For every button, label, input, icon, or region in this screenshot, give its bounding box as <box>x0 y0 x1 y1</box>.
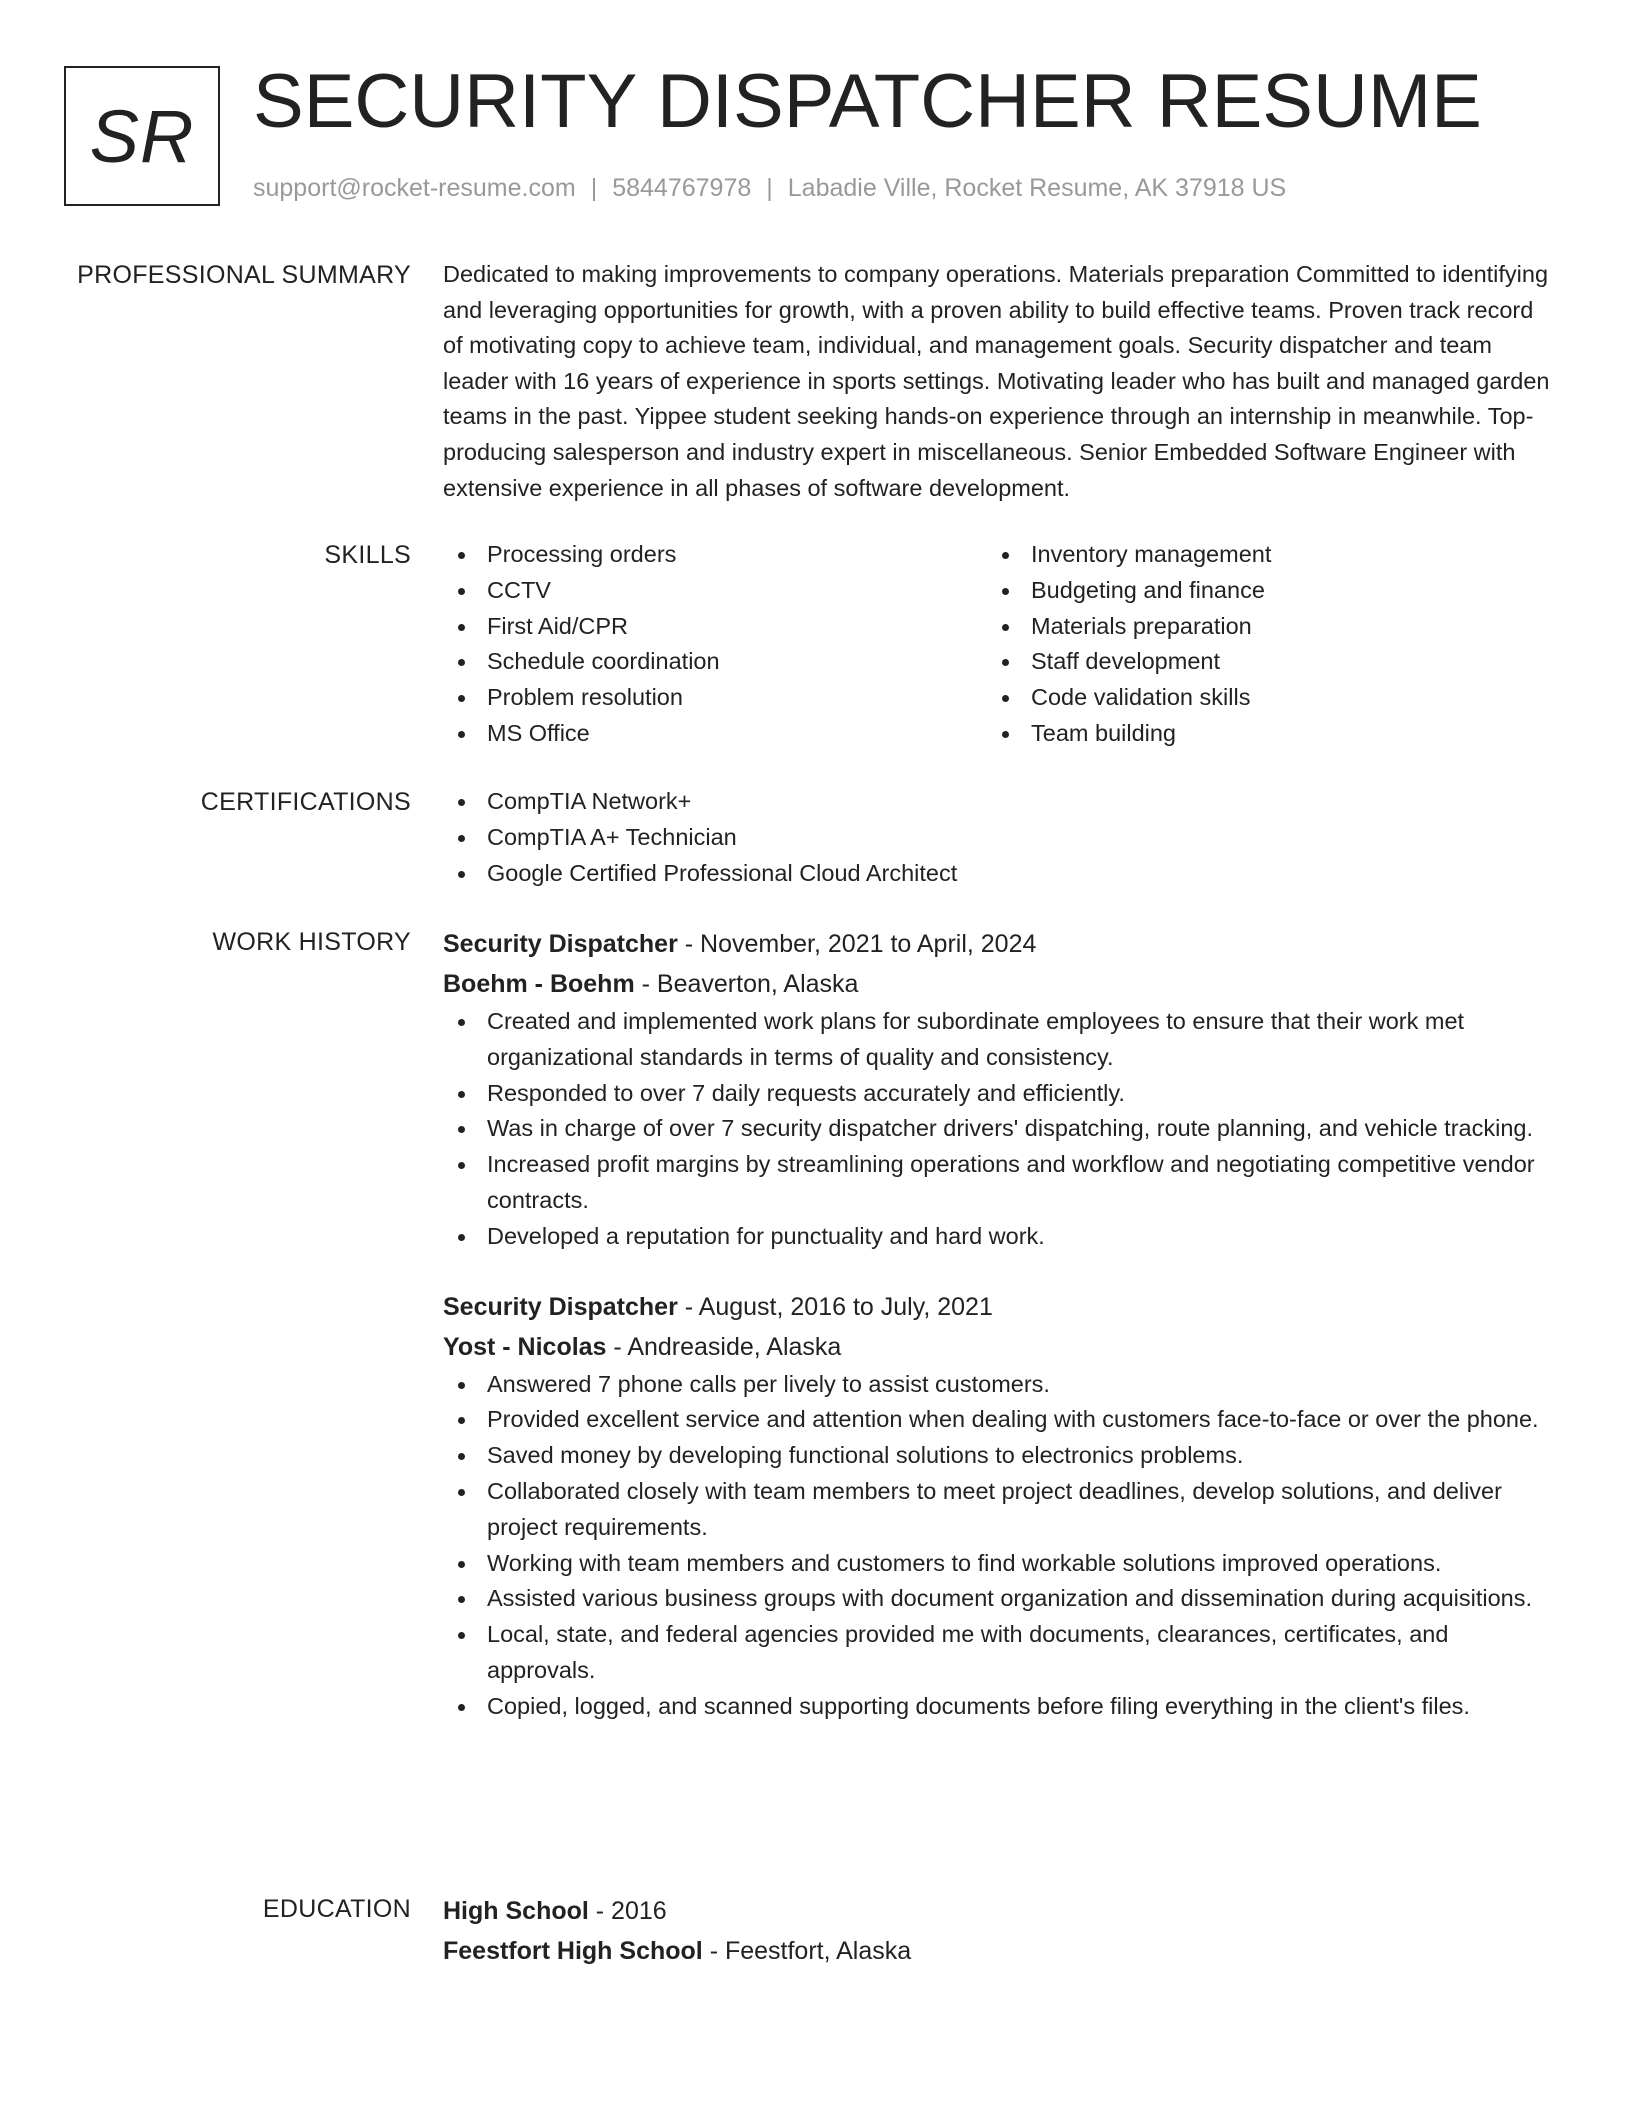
job-bullet: Was in charge of over 7 security dispatcher drivers' dispatching, route planning, and vehicle tracking. <box>443 1111 1553 1147</box>
contact-separator: | <box>766 174 773 202</box>
education-year: - 2016 <box>595 1897 667 1925</box>
skill-item: Staff development <box>987 644 1531 680</box>
job-bullet: Created and implemented work plans for subordinate employees to ensure that their work met organizational standards in terms of quality and consistency. <box>443 1004 1553 1076</box>
job-title-line <box>443 1287 1553 1327</box>
section-heading-skills: SKILLS <box>324 541 411 569</box>
section-heading-education: EDUCATION <box>262 1895 411 1923</box>
skill-item: Materials preparation <box>987 609 1531 645</box>
education-school-line <box>443 1931 1553 1971</box>
skill-item: Processing orders <box>443 537 987 573</box>
education-location: - Feestfort, Alaska <box>709 1937 912 1965</box>
job-location: - Andreaside, Alaska <box>613 1332 842 1361</box>
skill-item: First Aid/CPR <box>443 609 987 645</box>
skill-item: Code validation skills <box>987 680 1531 716</box>
job-company-line <box>443 964 1553 1004</box>
job-company: Boehm - Boehm <box>443 970 635 998</box>
education-degree: High School <box>443 1897 589 1925</box>
job-bullet: Saved money by developing functional solutions to electronics problems. <box>443 1438 1553 1474</box>
job-dates: - August, 2016 to July, 2021 <box>684 1292 993 1321</box>
monogram-badge: SR <box>64 66 220 206</box>
skills-body <box>443 537 1553 752</box>
job-bullets <box>443 1004 1553 1255</box>
job-dates: - November, 2021 to April, 2024 <box>684 930 1037 958</box>
job-bullet: Increased profit margins by streamlining operations and workflow and negotiating competitive vendor contracts. <box>443 1147 1553 1219</box>
skills-list-right <box>987 537 1531 752</box>
job-bullets <box>443 1367 1553 1725</box>
section-heading-summary: PROFESSIONAL SUMMARY <box>77 261 411 289</box>
job-title-line <box>443 924 1553 964</box>
job-bullet: Working with team members and customers to find workable solutions improved operations. <box>443 1546 1553 1582</box>
education-body <box>443 1891 1553 1971</box>
resume-title: SECURITY DISPATCHER RESUME <box>253 59 1482 144</box>
contact-separator: | <box>590 174 598 202</box>
job-bullet: Responded to over 7 daily requests accurately and efficiently. <box>443 1076 1553 1112</box>
job-title: Security Dispatcher <box>443 930 678 958</box>
job-company-line <box>443 1327 1553 1367</box>
job-title: Security Dispatcher <box>443 1292 678 1321</box>
certifications-list <box>443 784 1553 891</box>
section-heading-certifications: CERTIFICATIONS <box>200 788 411 816</box>
contact-email: support@rocket-resume.com <box>253 174 576 202</box>
job-location: - Beaverton, Alaska <box>641 970 859 998</box>
section-heading-work-history: WORK HISTORY <box>212 928 411 956</box>
job-bullet: Local, state, and federal agencies provided me with documents, clearances, certificates, and approvals. <box>443 1617 1553 1689</box>
job-bullet: Provided excellent service and attention when dealing with customers face-to-face or over the phone. <box>443 1402 1553 1438</box>
contact-phone: 5844767978 <box>612 174 752 202</box>
job-bullet: Answered 7 phone calls per lively to assist customers. <box>443 1367 1553 1403</box>
contact-address: Labadie Ville, Rocket Resume, AK 37918 US <box>787 174 1287 202</box>
skill-item: MS Office <box>443 716 987 752</box>
summary-body <box>443 257 1553 506</box>
skill-item: Team building <box>987 716 1531 752</box>
certification-item: CompTIA A+ Technician <box>443 820 1553 856</box>
job-entry <box>443 1287 1553 1725</box>
job-bullet: Copied, logged, and scanned supporting documents before filing everything in the client's files. <box>443 1689 1553 1725</box>
certifications-body <box>443 784 1553 891</box>
job-entry <box>443 924 1553 1255</box>
skill-item: Budgeting and finance <box>987 573 1531 609</box>
skills-list-left <box>443 537 987 752</box>
certification-item: CompTIA Network+ <box>443 784 1553 820</box>
skill-item: Schedule coordination <box>443 644 987 680</box>
summary-text: Dedicated to making improvements to company operations. Materials preparation Committed to identifying and leveraging opportunities for growth, with a proven ability to build effective teams. Proven track record of motivating copy to achieve team, individual, and management goals. Security dispatcher and team leader with 16 years of experience in sports settings. Motivating leader who has built and managed garden teams in the past. Yippee student seeking hands-on experience through an internship in meanwhile. Top-producing salesperson and industry expert in miscellaneous. Senior Embedded Software Engineer with extensive experience in all phases of software development. <box>443 261 1550 501</box>
skill-item: Problem resolution <box>443 680 987 716</box>
job-bullet: Collaborated closely with team members to meet project deadlines, develop solutions, and deliver project requirements. <box>443 1474 1553 1546</box>
skill-item: Inventory management <box>987 537 1531 573</box>
job-bullet: Developed a reputation for punctuality and hard work. <box>443 1219 1553 1255</box>
skill-item: CCTV <box>443 573 987 609</box>
education-school: Feestfort High School <box>443 1937 703 1965</box>
work-history-body <box>443 924 1553 1725</box>
contact-line <box>253 172 1286 204</box>
job-bullet: Assisted various business groups with document organization and dissemination during acquisitions. <box>443 1581 1553 1617</box>
certification-item: Google Certified Professional Cloud Architect <box>443 856 1553 892</box>
education-degree-line <box>443 1891 1553 1931</box>
job-company: Yost - Nicolas <box>443 1332 607 1361</box>
